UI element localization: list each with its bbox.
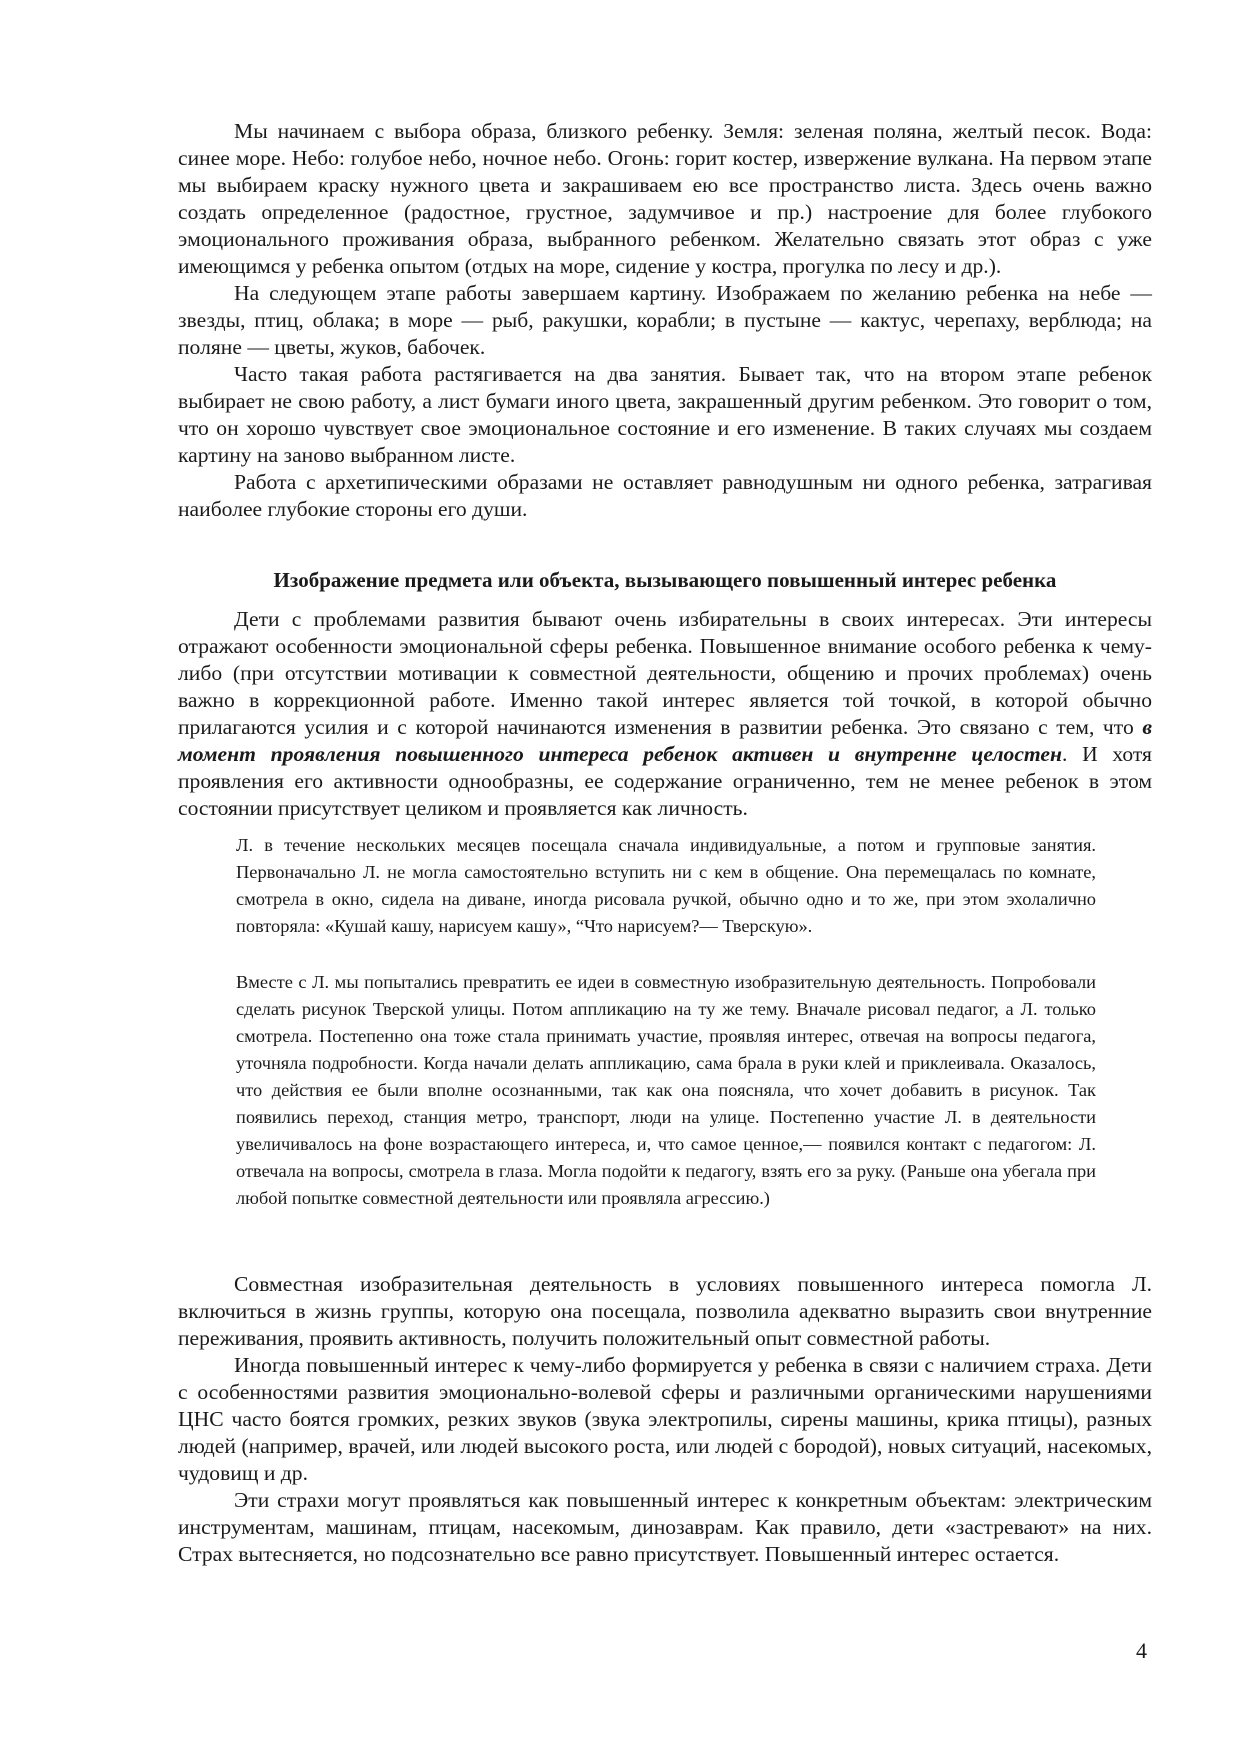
case-text: Л. в течение нескольких месяцев посещала сначала индивидуальные, а потом и групповые занятия. Первоначально Л. не могла самостоятельно вступить ни с кем в общение. Она перемещалась по комнате, смотрела в окно, сидела на диване, иногда рисовала ручкой, обычно одно и то же, при этом эхолалично повторяла: «Кушай кашу, нарисуем кашу», “Что нарисуем?— Тверскую». — [236, 835, 1096, 936]
conclusion-text-block — [178, 1271, 1152, 1568]
paragraph: Иногда повышенный интерес к чему-либо формируется у ребенка в связи с наличием страха. Дети с особенностями развития эмоционально-волевой сферы и различными органическими нарушениями ЦНС часто боятся громких, резких звуков (звука электропилы, сирены машины, крика птицы), разных людей (например, врачей, или людей высокого роста, или людей с бородой), новых ситуаций, насекомых, чудовищ и др. — [178, 1353, 1152, 1485]
paragraph-text: Дети с проблемами развития бывают очень избирательны в своих интересах. Эти интересы отражают особенности эмоциональной сферы ребенка. Повышенное внимание особого ребенка к чему-либо (при отсутствии мотивации к совместной деятельности, общению и прочих проблемах) очень важно в коррекционной работе. Именно такой интерес является той точкой, в которой обычно прилагаются усилия и с которой начинаются изменения в развитии ребенка. Это связано с тем, что — [178, 607, 1152, 739]
section-intro-block — [178, 606, 1152, 822]
paragraph: Работа с архетипическими образами не оставляет равнодушным ни одного ребенка, затрагивая наиболее глубокие стороны его души. — [178, 470, 1152, 521]
paragraph: Мы начинаем с выбора образа, близкого ребенку. Земля: зеленая поляна, желтый песок. Вода: синее море. Небо: голубое небо, ночное небо. Огонь: горит костер, извержение вулкана. На первом этапе мы выбираем краску нужного цвета и закрашиваем ею все пространство листа. Здесь очень важно создать определенное (радостное, грустное, задумчивое и пр.) настроение для более глубокого эмоционального проживания образа, выбранного ребенком. Желательно связать этот образ с уже имеющимся у ребенка опытом (отдых на море, сидение у костра, прогулка по лесу и др.). — [178, 119, 1152, 278]
case-text: Вместе с Л. мы попытались превратить ее идеи в совместную изобразительную деятельность. Попробовали сделать рисунок Тверской улицы. Потом аппликацию на ту же тему. Вначале рисовал педагог, а Л. только смотрела. Постепенно она тоже стала принимать участие, проявляя интерес, отвечая на вопросы педагога, уточняла подробности. Когда начали делать аппликацию, сама брала в руки клей и приклеивала. Оказалось, что действия ее были вполне осознанными, так как она поясняла, что хочет добавить в рисунок. Так появились переход, станция метро, транспорт, люди на улице. Постепенно участие Л. в деятельности увеличивалось на фоне возрастающего интереса, и, что самое ценное,— появился контакт с педагогом: Л. отвечала на вопросы, смотрела в глаза. Могла подойти к педагогу, взять его за руку. (Раньше она убегала при любой попытке совместной деятельности или проявляла агрессию.) — [236, 972, 1096, 1208]
paragraph: Эти страхи могут проявляться как повышенный интерес к конкретным объектам: электрическим инструментам, машинам, птицам, насекомым, динозаврам. Как правило, дети «застревают» на них. Страх вытесняется, но подсознательно все равно присутствует. Повышенный интерес остается. — [178, 1488, 1152, 1566]
emphasized-text: в момент проявления повышенного интереса ребенок активен и внутренне целостен — [178, 715, 1152, 766]
paragraph-text: . И хотя проявления его активности однообразны, ее содержание ограниченно, тем не менее ребенок в этом состоянии присутствует целиком и проявляется как личность. — [178, 742, 1152, 820]
intro-text-block — [178, 118, 1152, 523]
page-number: 4 — [1136, 1638, 1147, 1663]
case-example-2 — [236, 969, 1096, 1212]
case-example-1 — [236, 832, 1096, 940]
paragraph: Совместная изобразительная деятельность в условиях повышенного интереса помогла Л. включиться в жизнь группы, которую она посещала, позволила адекватно выразить свои внутренние переживания, проявить активность, получить положительный опыт совместной работы. — [178, 1272, 1152, 1350]
section-heading: Изображение предмета или объекта, вызывающего повышенный интерес ребенка — [273, 568, 1057, 592]
paragraph: На следующем этапе работы завершаем картину. Изображаем по желанию ребенка на небе — звезды, птиц, облака; в море — рыб, ракушки, корабли; в пустыне — кактус, черепаху, верблюда; на поляне — цветы, жуков, бабочек. — [178, 281, 1152, 359]
paragraph: Часто такая работа растягивается на два занятия. Бывает так, что на втором этапе ребенок выбирает не свою работу, а лист бумаги иного цвета, закрашенный другим ребенком. Это говорит о том, что он хорошо чувствует свое эмоциональное состояние и его изменение. В таких случаях мы создаем картину на заново выбранном листе. — [178, 362, 1152, 467]
paragraph — [178, 606, 1152, 822]
